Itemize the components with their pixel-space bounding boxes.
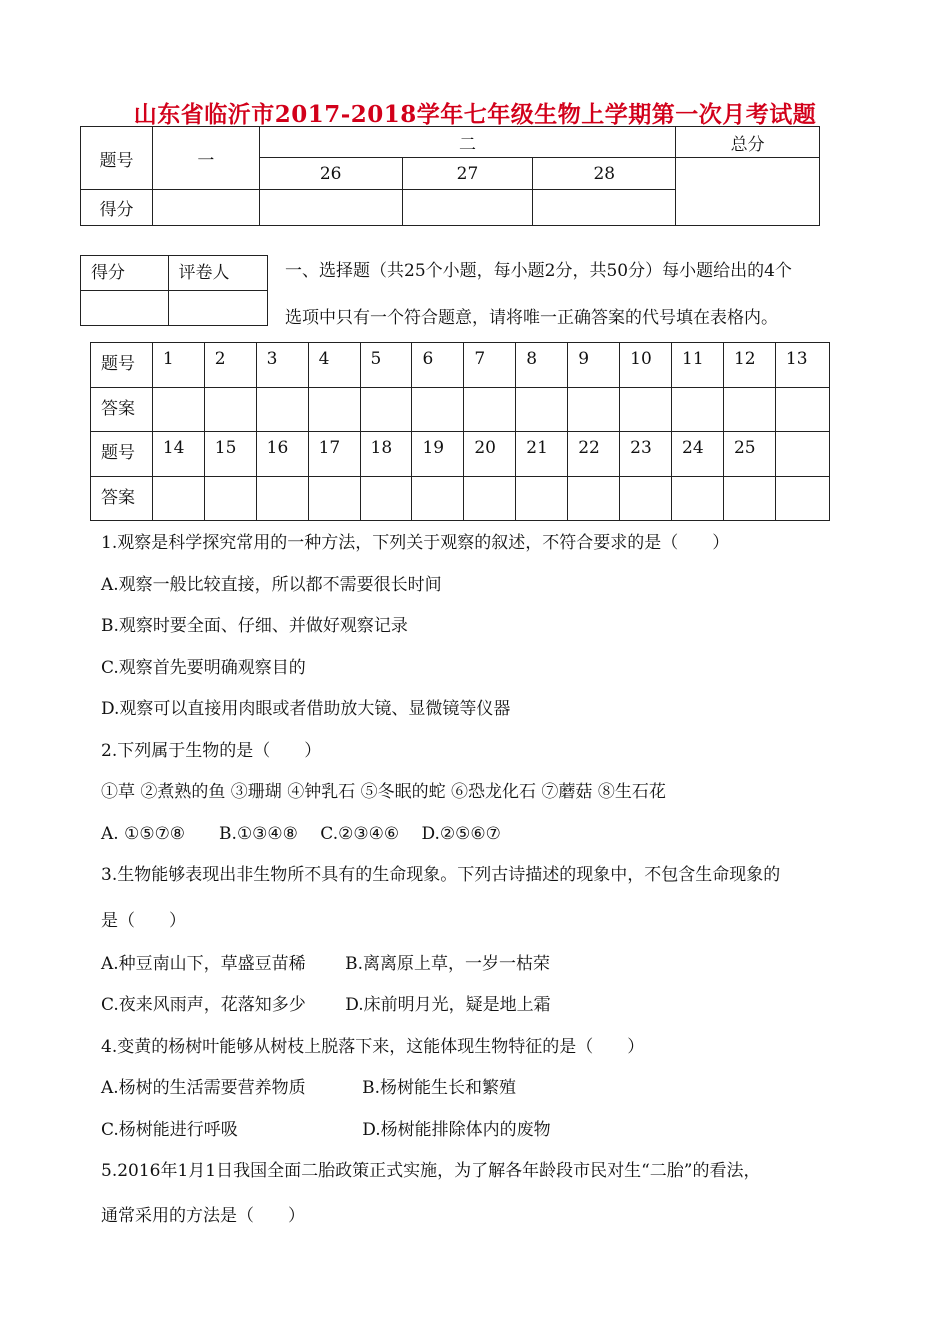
question-number: 16 — [256, 432, 308, 477]
question-number: 19 — [412, 432, 464, 477]
question-1-option-a: A.观察一般比较直接，所以都不需要很长时间 — [101, 575, 442, 595]
question-4-options-cd: C.杨树能进行呼吸 D.杨树能排除体内的废物 — [101, 1120, 551, 1140]
section1-intro-line1: 一、选择题（共25个小题，每小题2分，共50分）每小题给出的4个 — [285, 261, 792, 281]
question-number: 10 — [620, 343, 672, 388]
question-number: 6 — [412, 343, 464, 388]
answer-cell[interactable] — [464, 388, 516, 432]
answer-cell[interactable] — [568, 477, 620, 521]
question-number: 4 — [308, 343, 360, 388]
answer-cell[interactable] — [464, 477, 516, 521]
answer-daan-label: 答案 — [91, 388, 153, 432]
score-part2-header: 二 — [259, 127, 675, 158]
question-1: 1.观察是科学探究常用的一种方法，下列关于观察的叙述，不符合要求的是（ ） — [101, 533, 730, 553]
question-number: 23 — [620, 432, 672, 477]
answer-cell[interactable] — [256, 477, 308, 521]
answer-cell[interactable] — [412, 388, 464, 432]
score-cell[interactable] — [533, 190, 676, 226]
answer-cell[interactable] — [308, 477, 360, 521]
score-sub-26: 26 — [259, 158, 402, 190]
score-total-cell[interactable] — [676, 158, 820, 226]
answer-cell[interactable] — [723, 477, 775, 521]
page-title: 山东省临沂市2017-2018学年七年级生物上学期第一次月考试题 — [133, 101, 817, 128]
question-number: 8 — [516, 343, 568, 388]
question-2: 2.下列属于生物的是（ ） — [101, 741, 322, 761]
grader-table — [80, 255, 268, 326]
score-tihao-label: 题号 — [81, 127, 153, 190]
question-number: 1 — [152, 343, 204, 388]
question-number: 14 — [152, 432, 204, 477]
grader-score-label: 得分 — [81, 256, 169, 291]
answer-tihao-label: 题号 — [91, 432, 153, 477]
question-4: 4.变黄的杨树叶能够从树枝上脱落下来，这能体现生物特征的是（ ） — [101, 1037, 645, 1057]
question-1-option-c: C.观察首先要明确观察目的 — [101, 658, 306, 678]
answer-cell[interactable] — [256, 388, 308, 432]
answer-cell[interactable] — [204, 477, 256, 521]
question-1-option-b: B.观察时要全面、仔细、并做好观察记录 — [101, 616, 408, 636]
question-5: 5.2016年1月1日我国全面二胎政策正式实施，为了解各年龄段市民对生“二胎”的看法， — [101, 1161, 761, 1181]
question-number: 15 — [204, 432, 256, 477]
answer-cell[interactable] — [672, 388, 724, 432]
question-1-option-d: D.观察可以直接用肉眼或者借助放大镜、显微镜等仪器 — [101, 699, 511, 719]
answer-cell[interactable] — [568, 388, 620, 432]
answer-cell[interactable] — [775, 388, 829, 432]
question-number: 24 — [672, 432, 724, 477]
question-number: 13 — [775, 343, 829, 388]
answer-cell[interactable] — [620, 388, 672, 432]
answer-cell[interactable] — [152, 388, 204, 432]
answer-table — [90, 342, 830, 521]
answer-tihao-label: 题号 — [91, 343, 153, 388]
score-total-header: 总分 — [676, 127, 820, 158]
answer-cell[interactable] — [204, 388, 256, 432]
question-3-options-ab: A.种豆南山下，草盛豆苗稀 B.离离原上草，一岁一枯荣 — [101, 954, 550, 974]
answer-cell[interactable] — [516, 477, 568, 521]
question-number: 7 — [464, 343, 516, 388]
section1-intro-line2: 选项中只有一个符合题意，请将唯一正确答案的代号填在表格内。 — [285, 308, 778, 328]
question-number: 11 — [672, 343, 724, 388]
question-number: 9 — [568, 343, 620, 388]
answer-cell[interactable] — [360, 477, 412, 521]
grader-score-cell[interactable] — [81, 291, 169, 326]
question-3-continued: 是（ ） — [101, 911, 186, 931]
question-2-options: A. ①⑤⑦⑧ B.①③④⑧ C.②③④⑥ D.②⑤⑥⑦ — [101, 824, 501, 844]
score-defen-label: 得分 — [81, 190, 153, 226]
question-number: 25 — [723, 432, 775, 477]
question-number: 18 — [360, 432, 412, 477]
answer-cell[interactable] — [412, 477, 464, 521]
score-table — [80, 126, 820, 226]
question-number: 12 — [723, 343, 775, 388]
grader-name-cell[interactable] — [168, 291, 267, 326]
score-cell[interactable] — [259, 190, 402, 226]
score-sub-28: 28 — [533, 158, 676, 190]
answer-cell[interactable] — [308, 388, 360, 432]
question-number: 21 — [516, 432, 568, 477]
question-3-options-cd: C.夜来风雨声，花落知多少 D.床前明月光，疑是地上霜 — [101, 995, 551, 1015]
question-number: 22 — [568, 432, 620, 477]
question-number: 20 — [464, 432, 516, 477]
question-3: 3.生物能够表现出非生物所不具有的生命现象。下列古诗描述的现象中，不包含生命现象的 — [101, 865, 781, 885]
score-cell[interactable] — [152, 190, 259, 226]
answer-cell[interactable] — [672, 477, 724, 521]
answer-cell[interactable] — [360, 388, 412, 432]
question-5-continued: 通常采用的方法是（ ） — [101, 1206, 305, 1226]
grader-name-label: 评卷人 — [168, 256, 267, 291]
score-part1-header: 一 — [152, 127, 259, 190]
score-sub-27: 27 — [402, 158, 533, 190]
question-number: 3 — [256, 343, 308, 388]
question-number: 5 — [360, 343, 412, 388]
question-number: 17 — [308, 432, 360, 477]
answer-daan-label: 答案 — [91, 477, 153, 521]
answer-cell[interactable] — [723, 388, 775, 432]
answer-cell[interactable] — [775, 477, 829, 521]
answer-cell[interactable] — [620, 477, 672, 521]
question-number — [775, 432, 829, 477]
question-4-options-ab: A.杨树的生活需要营养物质 B.杨树能生长和繁殖 — [101, 1078, 516, 1098]
answer-cell[interactable] — [152, 477, 204, 521]
question-number: 2 — [204, 343, 256, 388]
answer-cell[interactable] — [516, 388, 568, 432]
question-2-items: ①草 ②煮熟的鱼 ③珊瑚 ④钟乳石 ⑤冬眠的蛇 ⑥恐龙化石 ⑦蘑菇 ⑧生石花 — [101, 782, 666, 802]
score-cell[interactable] — [402, 190, 533, 226]
